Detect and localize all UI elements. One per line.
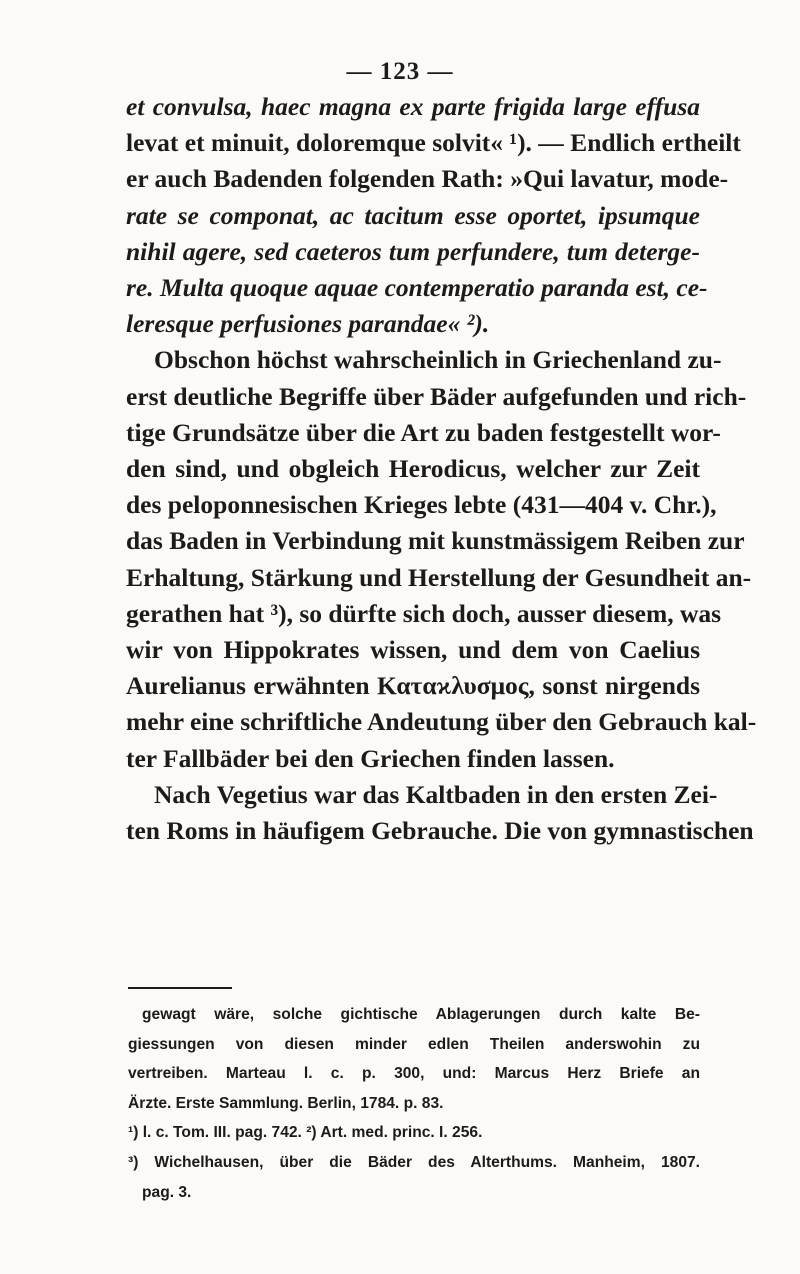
text-line: rate se componat, ac tacitum esse oportet, ipsumque [126, 200, 700, 230]
text-line: des peloponnesischen Krieges lebte (431—404 v. Chr.), [126, 490, 717, 520]
text-line: Nach Vegetius war das Kaltbaden in den ersten Zei- [154, 779, 718, 809]
text-line: levat et minuit, doloremque solvit« ¹). — Endlich ertheilt [126, 128, 741, 158]
footnote-line: giessungen von diesen minder edlen Theilen anderswohin zu [128, 1035, 700, 1053]
text-line: ter Fallbäder bei den Griechen finden lassen. [126, 743, 615, 773]
text-line: tige Grundsätze über die Art zu baden festgestellt wor- [126, 417, 721, 447]
text-line: wir von Hippokrates wissen, und dem von Caelius [126, 635, 700, 665]
footnote-line: gewagt wäre, solche gichtische Ablagerungen durch kalte Be- [142, 1006, 700, 1023]
footnote-separator [128, 987, 232, 989]
text-line: Aurelianus erwähnten Καταϰλυσμος, sonst nirgends [126, 671, 700, 701]
text-line: er auch Badenden folgenden Rath: »Qui lavatur, mode- [126, 164, 729, 194]
footnote-line: ³) Wichelhausen, über die Bäder des Alterthums. Manheim, 1807. [128, 1153, 700, 1171]
text-line: ten Roms in häufigem Gebrauche. Die von gymnastischen [126, 816, 754, 846]
text-line: das Baden in Verbindung mit kunstmässigem Reiben zur [126, 526, 745, 556]
text-line: mehr eine schriftliche Andeutung über den Gebrauch kal- [126, 707, 757, 737]
text-line: re. Multa quoque aquae contemperatio paranda est, ce- [126, 273, 708, 303]
footnote-line: Ärzte. Erste Sammlung. Berlin, 1784. p. 83. [128, 1094, 444, 1112]
text-line: leresque perfusiones parandae« ²). [126, 309, 490, 339]
text-line: erst deutliche Begriffe über Bäder aufgefunden und rich- [126, 381, 747, 411]
footnote-line: pag. 3. [142, 1183, 192, 1201]
text-line: gerathen hat ³), so dürfte sich doch, ausser diesem, was [126, 598, 722, 628]
text-line: den sind, und obgleich Herodicus, welcher zur Zeit [126, 454, 700, 484]
text-line: Obschon höchst wahrscheinlich in Griechenland zu- [154, 345, 722, 375]
footnote-line: ¹) l. c. Tom. III. pag. 742. ²) Art. med. princ. I. 256. [128, 1124, 483, 1142]
main-text [126, 89, 757, 849]
text-line: et convulsa, haec magna ex parte frigida large effusa [126, 92, 700, 121]
footnote-line: vertreiben. Marteau l. c. p. 300, und: Marcus Herz Briefe an [128, 1065, 700, 1083]
footnotes [128, 1000, 700, 1207]
text-line: Erhaltung, Stärkung und Herstellung der Gesundheit an- [126, 562, 752, 592]
page-number: — 123 — [346, 58, 454, 85]
text-line: nihil agere, sed caeteros tum perfundere, tum deterge- [126, 236, 700, 266]
